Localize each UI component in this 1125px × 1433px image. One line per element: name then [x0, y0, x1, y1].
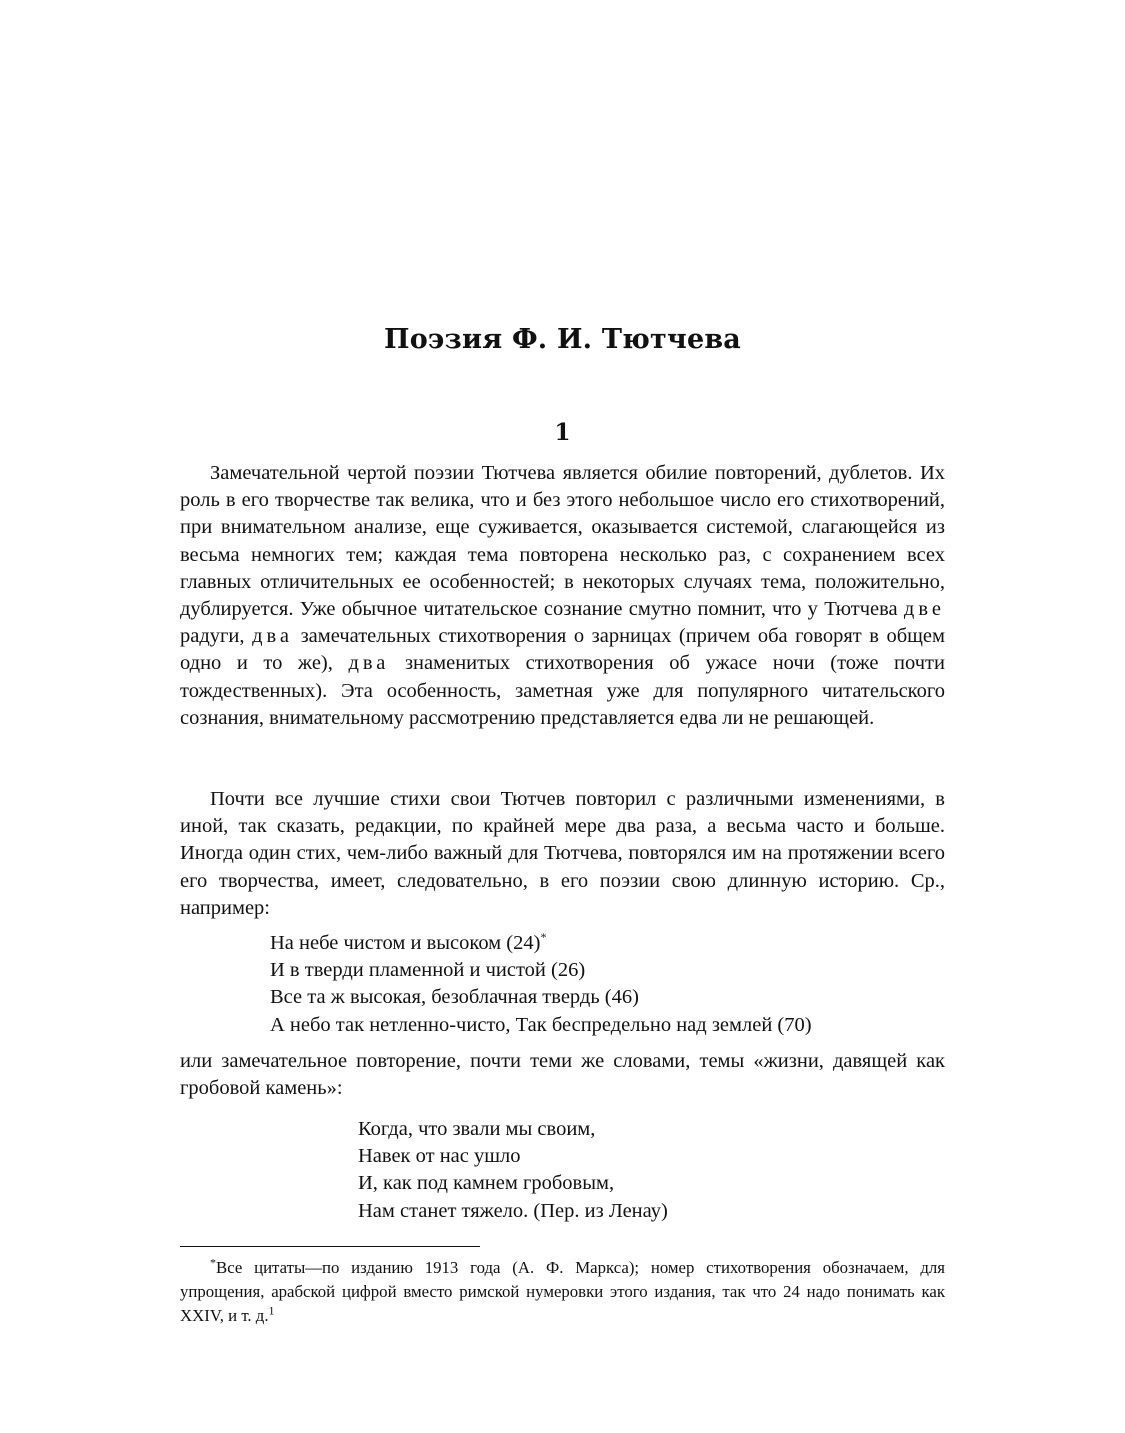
quote-block-1	[270, 930, 812, 1039]
paragraph-1	[180, 460, 945, 732]
quote-1-line-4: А небо так нетленно-чисто, Так беспредельно над землей (70)	[270, 1013, 812, 1036]
emphasis-two-rainbows: две	[903, 598, 945, 621]
quote-1-line-1	[270, 930, 812, 957]
paragraph-1-part-1: Замечательной чертой поэзии Тютчева является обилие повторений, дублетов. Их роль в его творчестве так велика, что и без этого небольшое число его стихотворений, при внимательном анализе, еще суживается, оказывается системой, слагающейся из весьма немногих тем; каждая тема повторена несколько раз, с сохранением всех главных отличительных ее особенностей; в некоторых случаях тема, положительно, дублируется. Уже обычное читательское сознание смутно помнит, что у Тютчева	[180, 462, 945, 621]
paragraph-1-part-4: знаменитых стихотворения об ужасе ночи (тоже почти тождественных). Эта особенность, заметная уже для популярного читательского сознания, внимательному рассмотрению представляется едва ли не решающей.	[180, 652, 945, 729]
footnote-ref-marker: *	[540, 930, 547, 945]
emphasis-two-night: два	[348, 652, 390, 675]
footnote	[180, 1256, 945, 1328]
paragraph-3	[180, 1048, 945, 1102]
quote-1-line-1-text: На небе чистом и высоком (24)	[270, 932, 541, 954]
quote-1-line-3: Все та ж высокая, безоблачная твердь (46)	[270, 986, 639, 1009]
section-number: 1	[554, 419, 571, 446]
paragraph-2-text: Почти все лучшие стихи свои Тютчев повторил с различными изменениями, в иной, так сказать, редакции, по крайней мере два раза, а весьма часто и больше. Иногда один стих, чем-либо важный для Тютчева, повторялся им на протяжении всего его творчества, имеет, следовательно, в его поэзии свою длинную историю. Ср., например:	[180, 788, 945, 919]
quote-2-line-1: Когда, что звали мы своим,	[358, 1118, 596, 1140]
quote-2-line-3: И, как под камнем гробовым,	[358, 1172, 615, 1195]
footnote-end-marker: 1	[268, 1303, 275, 1318]
emphasis-two-lightning: два	[252, 625, 294, 648]
footnote-marker: *	[210, 1255, 216, 1270]
paragraph-2	[180, 786, 945, 922]
footnote-text: Все цитаты—по изданию 1913 года (А. Ф. Маркса); номер стихотворения обозначаем, для упрощения, арабской цифрой вместо римской нумеровки этого издания, так что 24 надо понимать как XXIV, и т. д.	[180, 1258, 945, 1325]
footnote-divider	[180, 1246, 480, 1247]
quote-block-2	[358, 1116, 668, 1225]
quote-2-line-2: Навек от нас ушло	[358, 1145, 521, 1168]
page-title: Поэзия Ф. И. Тютчева	[384, 324, 741, 355]
paragraph-1-part-3: замечательных стихотворения о зарницах (причем оба говорят в общем одно и то же),	[180, 625, 945, 675]
paragraph-1-part-2: радуги,	[180, 625, 253, 648]
quote-2-line-4: Нам станет тяжело. (Пер. из Ленау)	[358, 1199, 668, 1222]
quote-1-line-2: И в тверди пламенной и чистой (26)	[270, 959, 586, 982]
paragraph-3-text: или замечательное повторение, почти теми же словами, темы «жизни, давящей как гробовой камень»:	[180, 1050, 945, 1100]
